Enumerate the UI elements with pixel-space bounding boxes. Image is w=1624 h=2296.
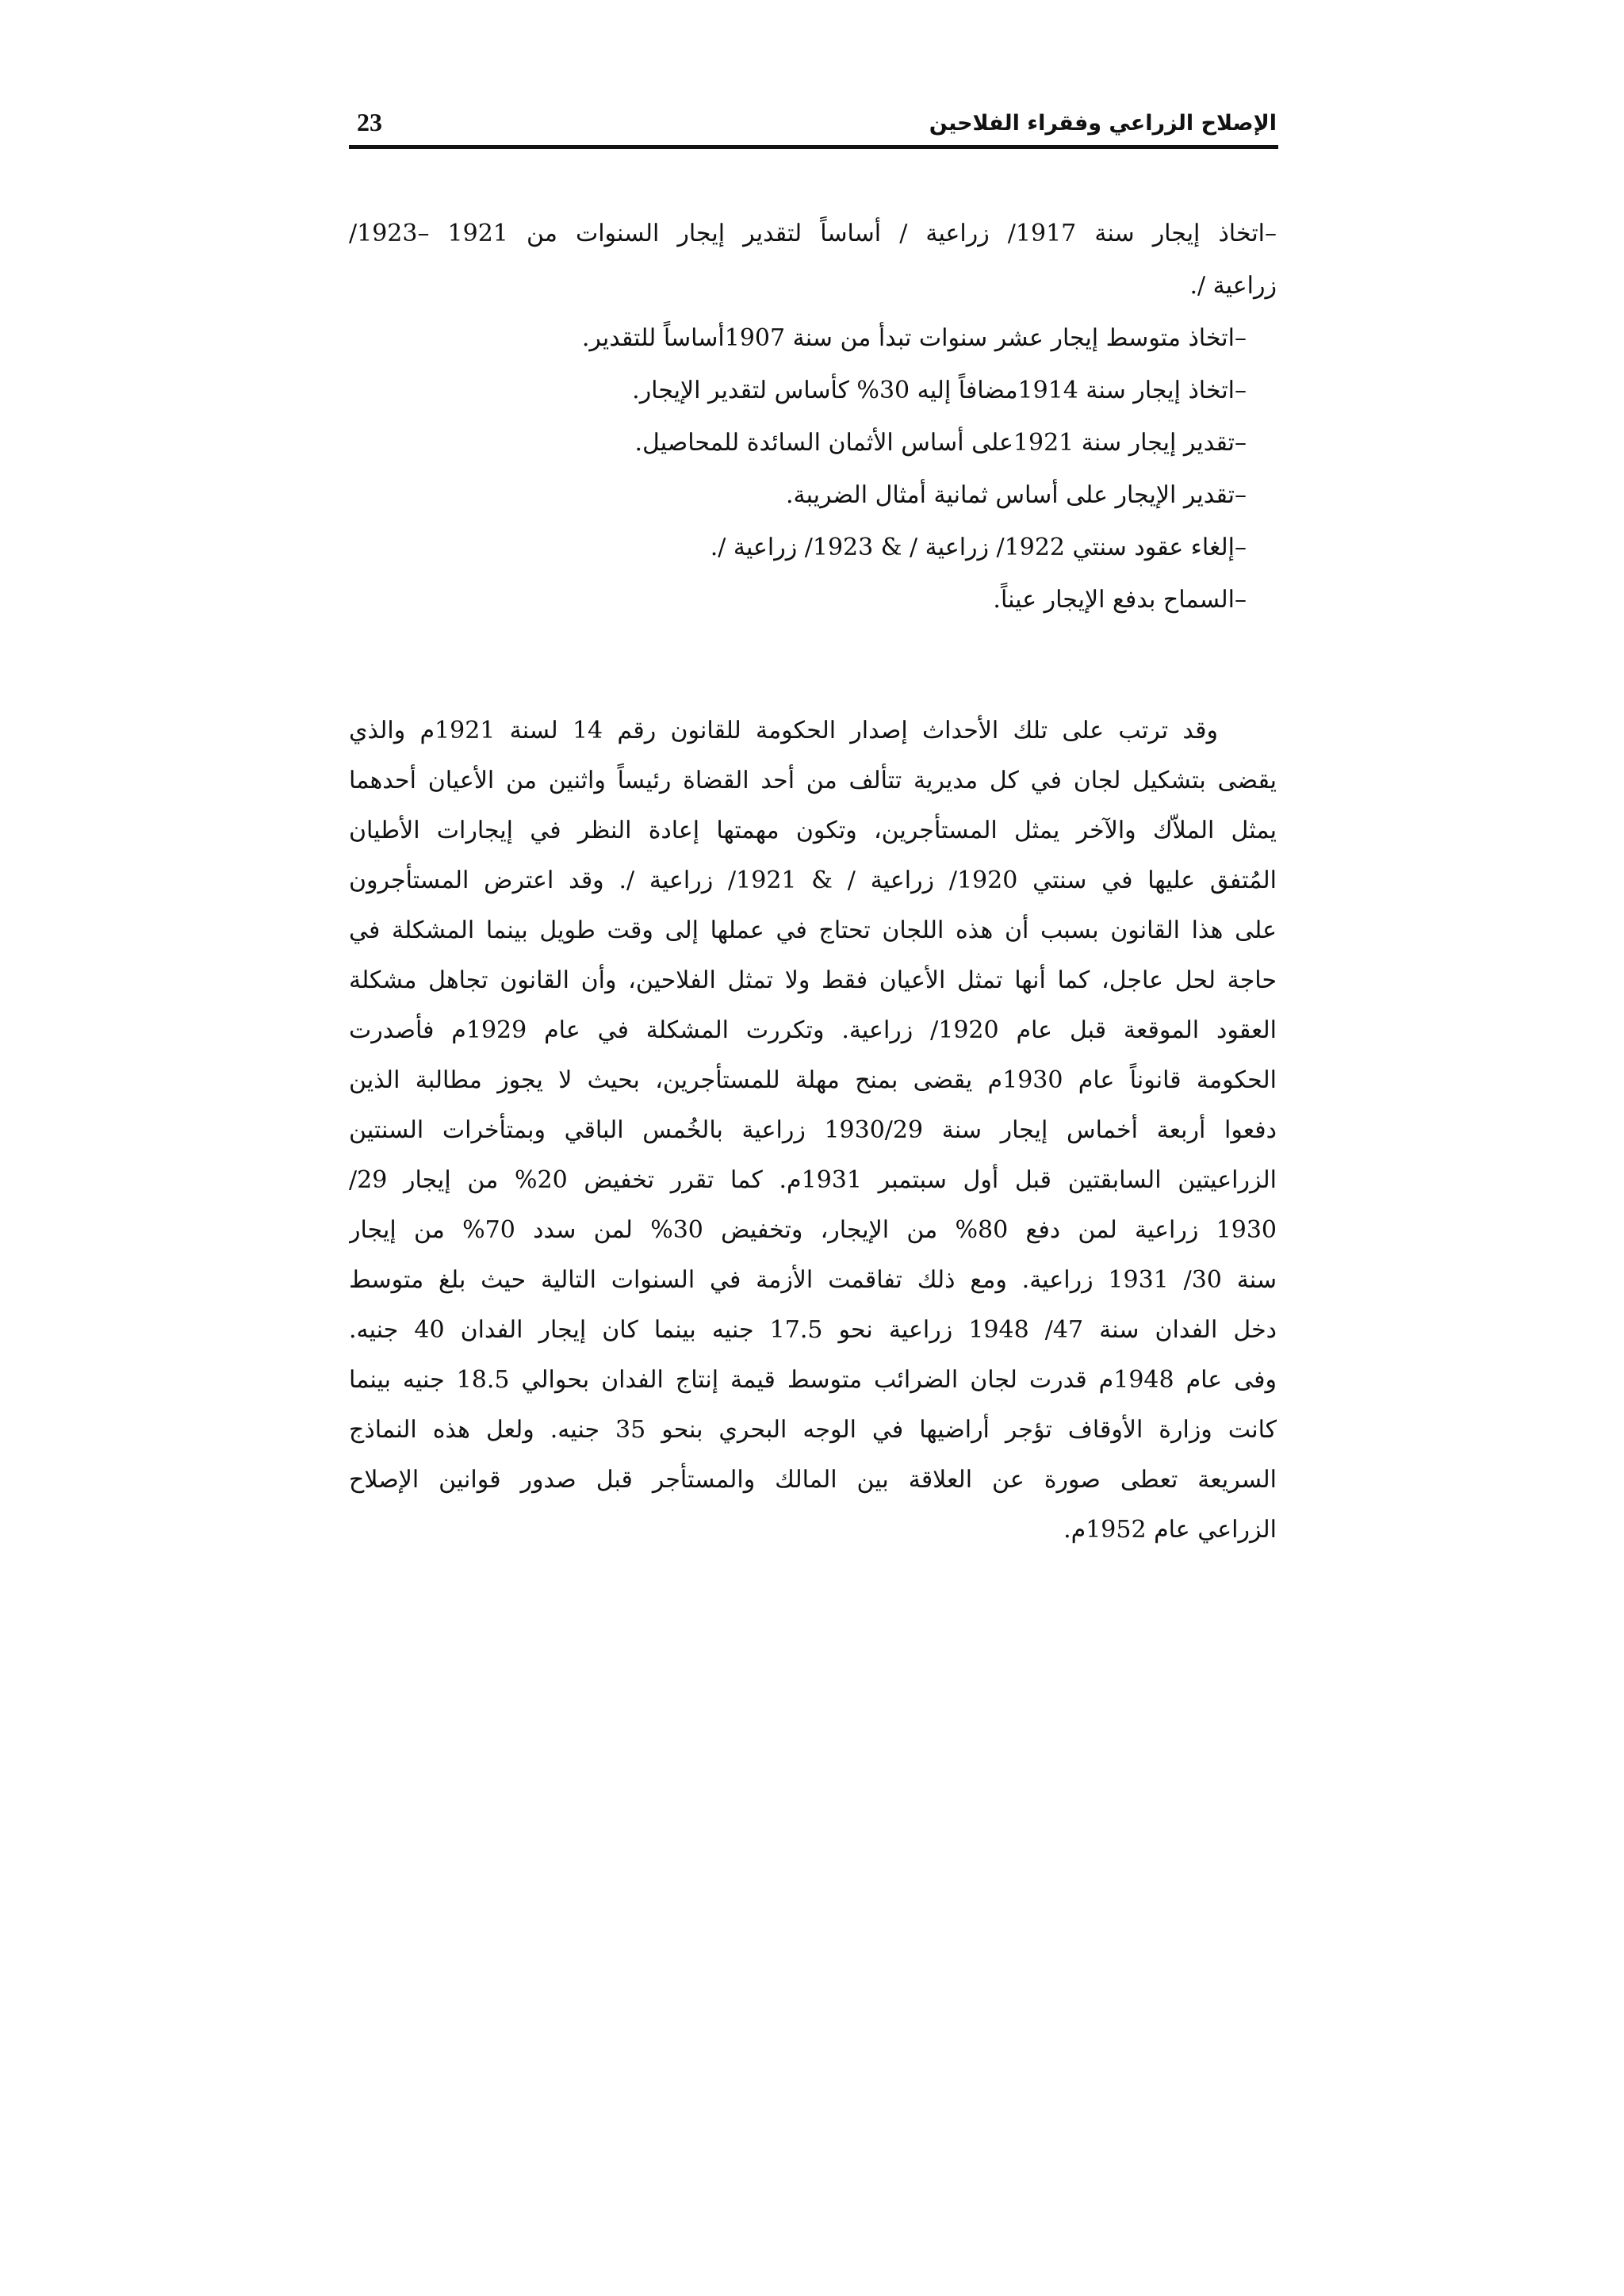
paragraph-line: الزراعيتين السابقتين قبل أول سبتمبر 1931م. كما تقرر تخفيض 20% من إيجار 29/	[349, 1166, 1277, 1194]
paragraph-line: سنة 30/ 1931 زراعية. ومع ذلك تفاقمت الأزمة في السنوات التالية حيث بلغ متوسط	[349, 1266, 1277, 1294]
paragraph-line: دفعوا أربعة أخماس إيجار سنة 1930/29 زراعية بالخُمس الباقي وبمتأخرات السنتين	[349, 1116, 1277, 1144]
list-item: –اتخاذ متوسط إيجار عشر سنوات تبدأ من سنة 1907أساساً للتقدير.	[581, 324, 1247, 352]
list-item: –تقدير الإيجار على أساس ثمانية أمثال الضريبة.	[785, 481, 1247, 509]
paragraph-line: الحكومة قانوناً عام 1930م يقضى بمنح مهلة للمستأجرين، بحيث لا يجوز مطالبة الذين	[349, 1066, 1277, 1094]
paragraph-line: المُتفق عليها في سنتي 1920/ زراعية / & 1921/ زراعية /. وقد اعترض المستأجرون	[349, 867, 1277, 894]
page-number: 23	[357, 108, 382, 136]
paragraph-line: 1930 زراعية لمن دفع 80% من الإيجار، وتخفيض 30% لمن سدد 70% من إيجار	[349, 1216, 1277, 1244]
paragraph-line: العقود الموقعة قبل عام 1920/ زراعية. وتكررت المشكلة في عام 1929م فأصدرت	[349, 1016, 1277, 1044]
header-rule	[349, 145, 1278, 149]
paragraph-line: حاجة لحل عاجل، كما أنها تمثل الأعيان فقط ولا تمثل الفلاحين، وأن القانون تجاهل مشكلة	[349, 966, 1277, 994]
paragraph-line: دخل الفدان سنة 47/ 1948 زراعية نحو 17.5 جنيه بينما كان إيجار الفدان 40 جنيه.	[349, 1316, 1277, 1344]
running-header-title: الإصلاح الزراعي وفقراء الفلاحين	[929, 111, 1277, 136]
paragraph-line: يقضى بتشكيل لجان في كل مديرية تتألف من أحد القضاة رئيساً واثنين من الأعيان أحدهما	[349, 767, 1277, 794]
list-item: –تقدير إيجار سنة 1921على أساس الأثمان السائدة للمحاصيل.	[634, 429, 1247, 457]
list-item: –اتخاذ إيجار سنة 1917/ زراعية / أساساً لتقدير إيجار السنوات من 1921 –1923/	[349, 220, 1277, 247]
measures-list	[349, 208, 1277, 626]
paragraph-line: على هذا القانون بسبب أن هذه اللجان تحتاج في عملها إلى وقت طويل بينما المشكلة في	[349, 916, 1277, 944]
paragraph-line: السريعة تعطى صورة عن العلاقة بين المالك والمستأجر قبل صدور قوانين الإصلاح	[349, 1466, 1277, 1494]
paragraph-line: يمثل الملاّك والآخر يمثل المستأجرين، وتكون مهمتها إعادة النظر في إيجارات الأطيان	[349, 817, 1277, 844]
paragraph-line: وفى عام 1948م قدرت لجان الضرائب متوسط قيمة إنتاج الفدان بحوالي 18.5 جنيه بينما	[349, 1366, 1277, 1394]
list-item: –إلغاء عقود سنتي 1922/ زراعية / & 1923/ زراعية /.	[710, 534, 1247, 561]
paragraph-line: وقد ترتب على تلك الأحداث إصدار الحكومة للقانون رقم 14 لسنة 1921م والذي	[349, 717, 1218, 744]
paragraph-line: كانت وزارة الأوقاف تؤجر أراضيها في الوجه البحري بنحو 35 جنيه. ولعل هذه النماذج	[349, 1416, 1277, 1444]
paragraph-line: الزراعي عام 1952م.	[1063, 1516, 1277, 1544]
body-paragraph	[349, 706, 1277, 1555]
list-item-continuation: زراعية /.	[1189, 272, 1277, 300]
list-item: –اتخاذ إيجار سنة 1914مضافاً إليه 30% كأساس لتقدير الإيجار.	[632, 377, 1247, 404]
list-item: –السماح بدفع الإيجار عيناً.	[993, 586, 1247, 614]
running-header	[349, 101, 1277, 149]
